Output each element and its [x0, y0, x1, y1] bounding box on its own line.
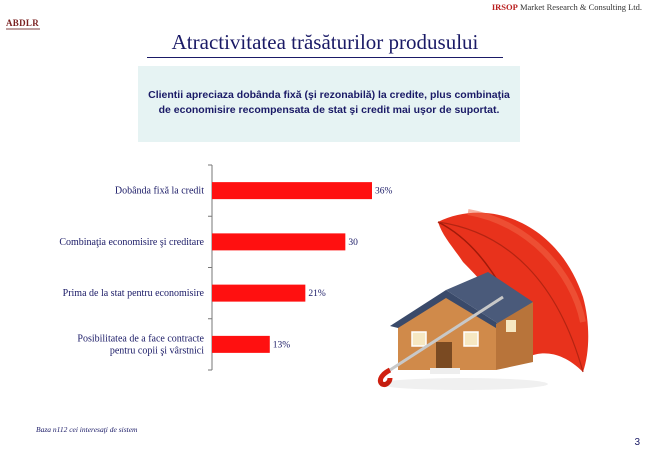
- bar-2: [212, 233, 345, 250]
- company-name: IRSOP: [491, 2, 518, 12]
- callout-line-2: de economisire recompensata de stat şi credit mai uşor de suportat.: [158, 104, 500, 116]
- category-label-3: Prima de la stat pentru economisire: [62, 288, 204, 300]
- footnote: Baza n112 cei interesaţi de sistem: [36, 425, 138, 434]
- page-number: 3: [634, 437, 640, 448]
- abdlr-logo: [4, 4, 42, 30]
- value-label-1: 36%: [375, 186, 393, 197]
- logo-text: ABDLR: [6, 18, 40, 28]
- category-label-1: Dobânda fixă la credit: [114, 185, 204, 197]
- callout-line-1: Clientii apreciaza dobânda fixă (şi rezonabilă) la credite, plus combinaţia: [148, 89, 510, 101]
- title-underline: [147, 57, 503, 58]
- bar-4: [212, 336, 270, 353]
- key-finding-callout: [138, 66, 520, 142]
- value-label-4: 13%: [272, 340, 291, 351]
- company-suffix: Market Research & Consulting Ltd.: [519, 2, 642, 12]
- bar-1: [212, 182, 372, 199]
- value-label-3: 21%: [308, 289, 326, 300]
- category-label-4: Posibilitatea de a face contracte pentru copii şi vârstnici: [77, 333, 204, 357]
- page-title: Atractivitatea trăsăturilor produsului: [171, 30, 479, 54]
- company-header: [492, 2, 642, 12]
- feature-attractiveness-bar-chart: [0, 160, 393, 380]
- bar-3: [212, 285, 305, 302]
- category-label-2: Combinaţia economisire şi creditare: [59, 236, 204, 248]
- house-umbrella-illustration: [368, 202, 598, 392]
- value-label-2: 30: [348, 237, 358, 248]
